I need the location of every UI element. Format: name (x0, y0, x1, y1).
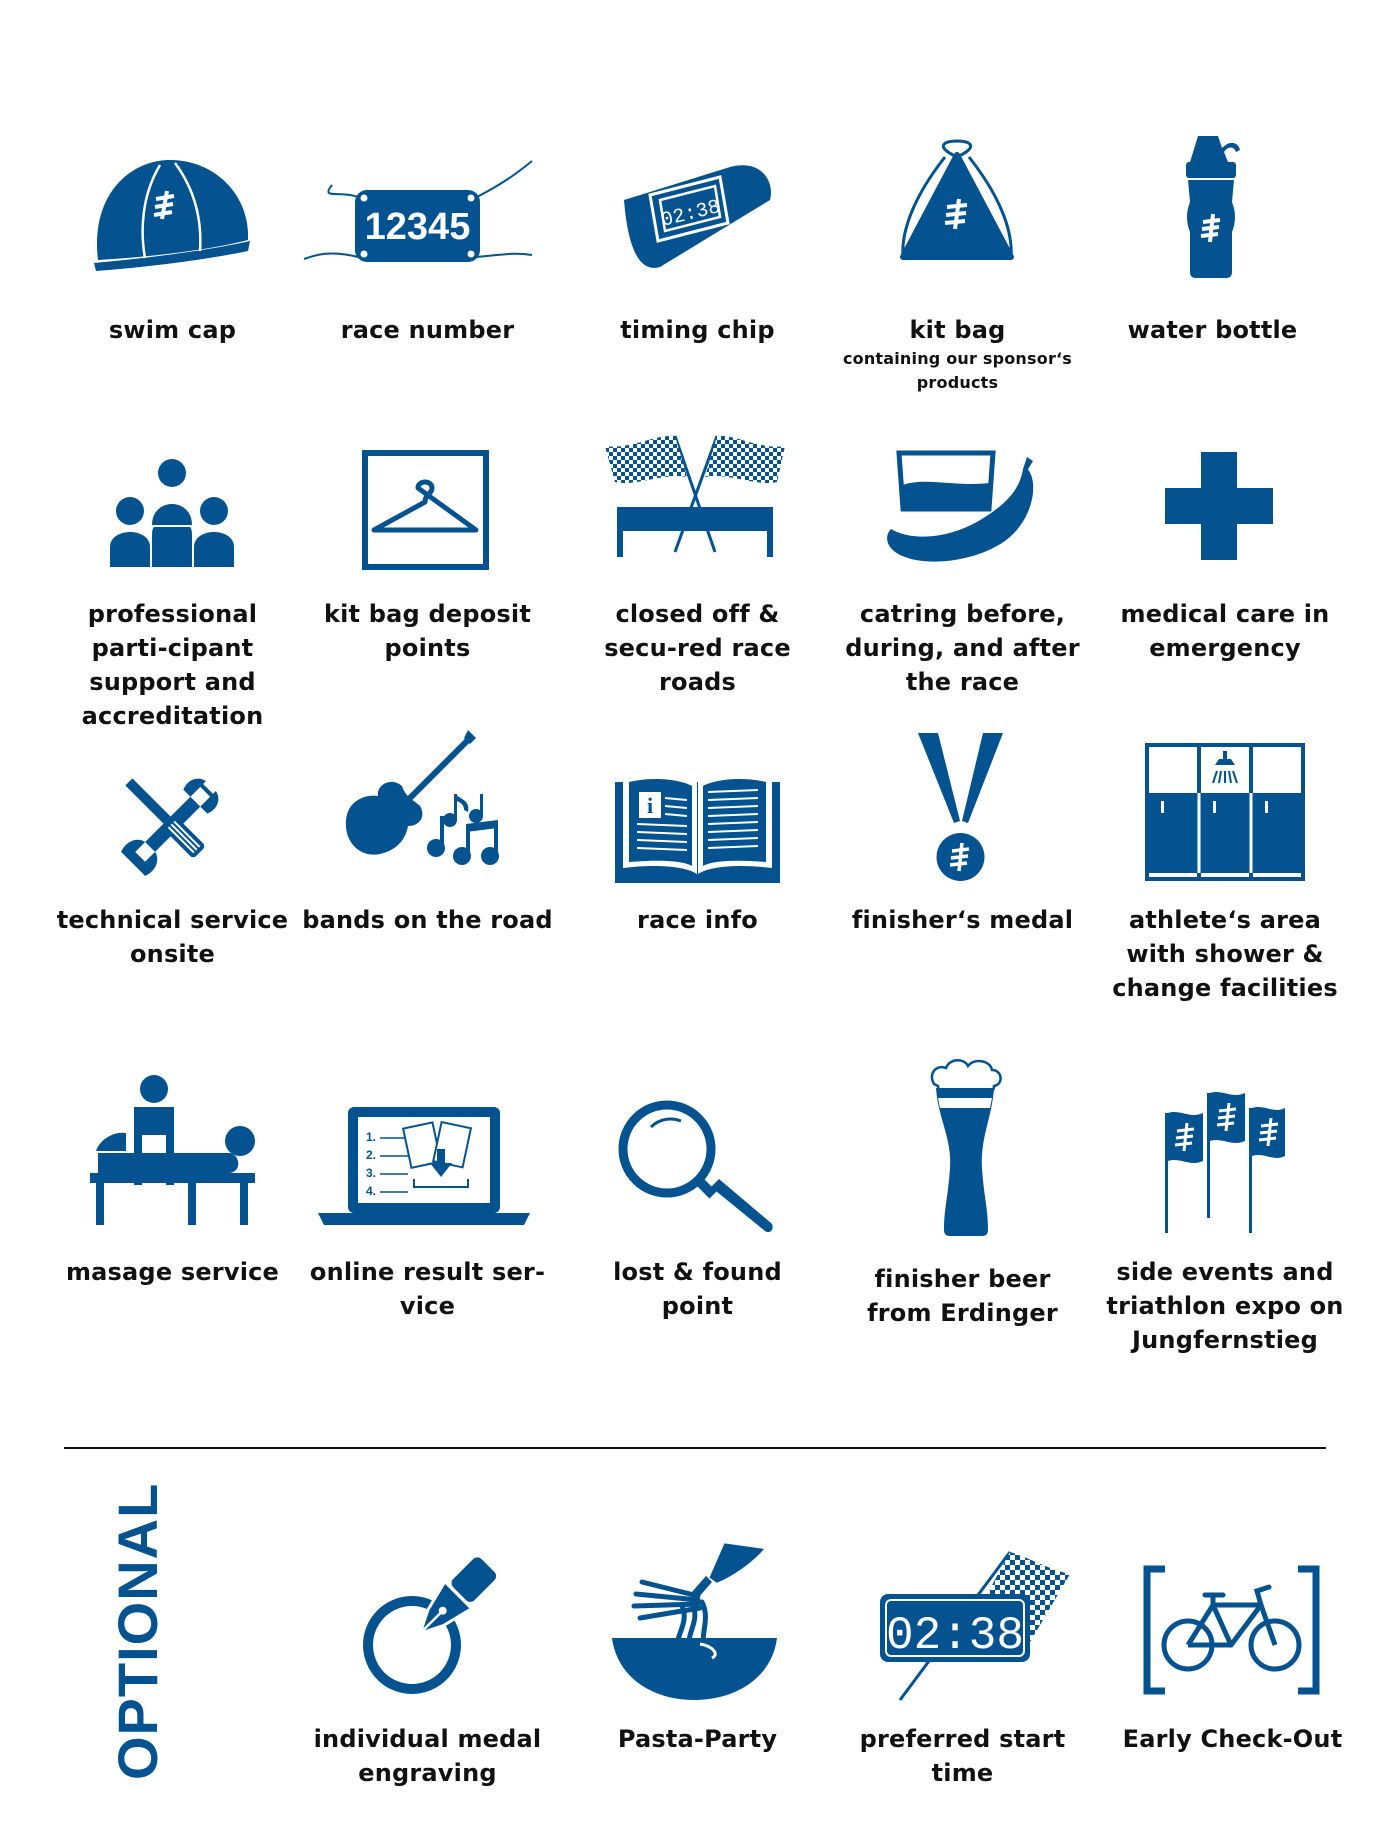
svg-text:1.: 1. (366, 1130, 377, 1144)
item-label: preferred start time (859, 1725, 1066, 1787)
svg-text:3.: 3. (366, 1166, 377, 1180)
water-bottle-icon (1180, 132, 1245, 280)
race-number-text: 12345 (364, 206, 471, 248)
start-time-text: 02:38 (885, 1610, 1025, 1662)
guitar-notes-icon (340, 730, 515, 878)
item-label: finisher‘s medal (851, 906, 1074, 934)
kit-bag-icon (895, 135, 1020, 265)
magnifier-icon (615, 1097, 775, 1237)
item-label: swim cap (108, 316, 237, 344)
item-label: kit bag deposit points (323, 600, 532, 662)
item-label: technical service onsite (56, 906, 289, 968)
laptop-results-icon (318, 1105, 530, 1225)
race-number-icon (300, 155, 535, 280)
kit-bag-sublabel: containing our sponsor‘s products (842, 349, 1073, 392)
item-label: timing chip (620, 316, 775, 344)
item-label: professional parti-cipant support and accreditation (81, 600, 264, 730)
timing-chip-icon (620, 155, 775, 275)
checkered-flags-icon (605, 432, 785, 557)
swim-cap-icon (90, 155, 250, 280)
svg-text:2.: 2. (366, 1148, 377, 1162)
massage-icon (90, 1075, 255, 1225)
tools-icon (115, 770, 230, 880)
item-label: catring before, during, and after the race (845, 600, 1080, 696)
beer-glass-icon (928, 1058, 1003, 1238)
item-label: water bottle (1127, 316, 1298, 344)
item-label: medical care in emergency (1120, 600, 1330, 662)
item-label: athlete‘s area with shower & change facilities (1112, 906, 1338, 1002)
hanger-icon (362, 450, 489, 570)
chip-time-text: 02:38 (658, 195, 723, 233)
medal-icon (918, 733, 1003, 883)
people-icon (110, 457, 235, 567)
engraving-icon (362, 1550, 502, 1695)
kit-bag-label: kit bag (909, 316, 1006, 344)
book-icon (615, 768, 780, 883)
section-divider (64, 1447, 1326, 1449)
item-label: online result ser-vice (309, 1258, 546, 1320)
item-label: masage service (65, 1258, 280, 1286)
start-clock-icon (880, 1550, 1070, 1700)
item-label: side events and triathlon expo on Jungfernstieg (1106, 1258, 1344, 1354)
flags-icon (1165, 1093, 1285, 1233)
item-label: individual medal engraving (313, 1725, 542, 1787)
item-label: bands on the road (302, 906, 553, 934)
pasta-icon (612, 1542, 777, 1700)
item-label (830, 313, 1085, 395)
svg-text:i: i (646, 793, 654, 818)
item-label: race number (340, 316, 515, 344)
bike-icon (1143, 1565, 1320, 1695)
drink-banana-icon (885, 447, 1040, 567)
svg-text:4.: 4. (366, 1184, 377, 1198)
medical-cross-icon (1165, 452, 1273, 560)
item-label: Pasta-Party (617, 1725, 778, 1753)
item-label: race info (637, 906, 758, 934)
shower-lockers-icon (1145, 743, 1305, 881)
item-label: lost & found point (613, 1258, 782, 1320)
item-label: Early Check-Out (1122, 1725, 1343, 1753)
item-label: finisher beer from Erdinger (867, 1265, 1058, 1327)
optional-title: OPTIONAL (106, 1482, 169, 1780)
item-label: closed off & secu-red race roads (604, 600, 791, 696)
